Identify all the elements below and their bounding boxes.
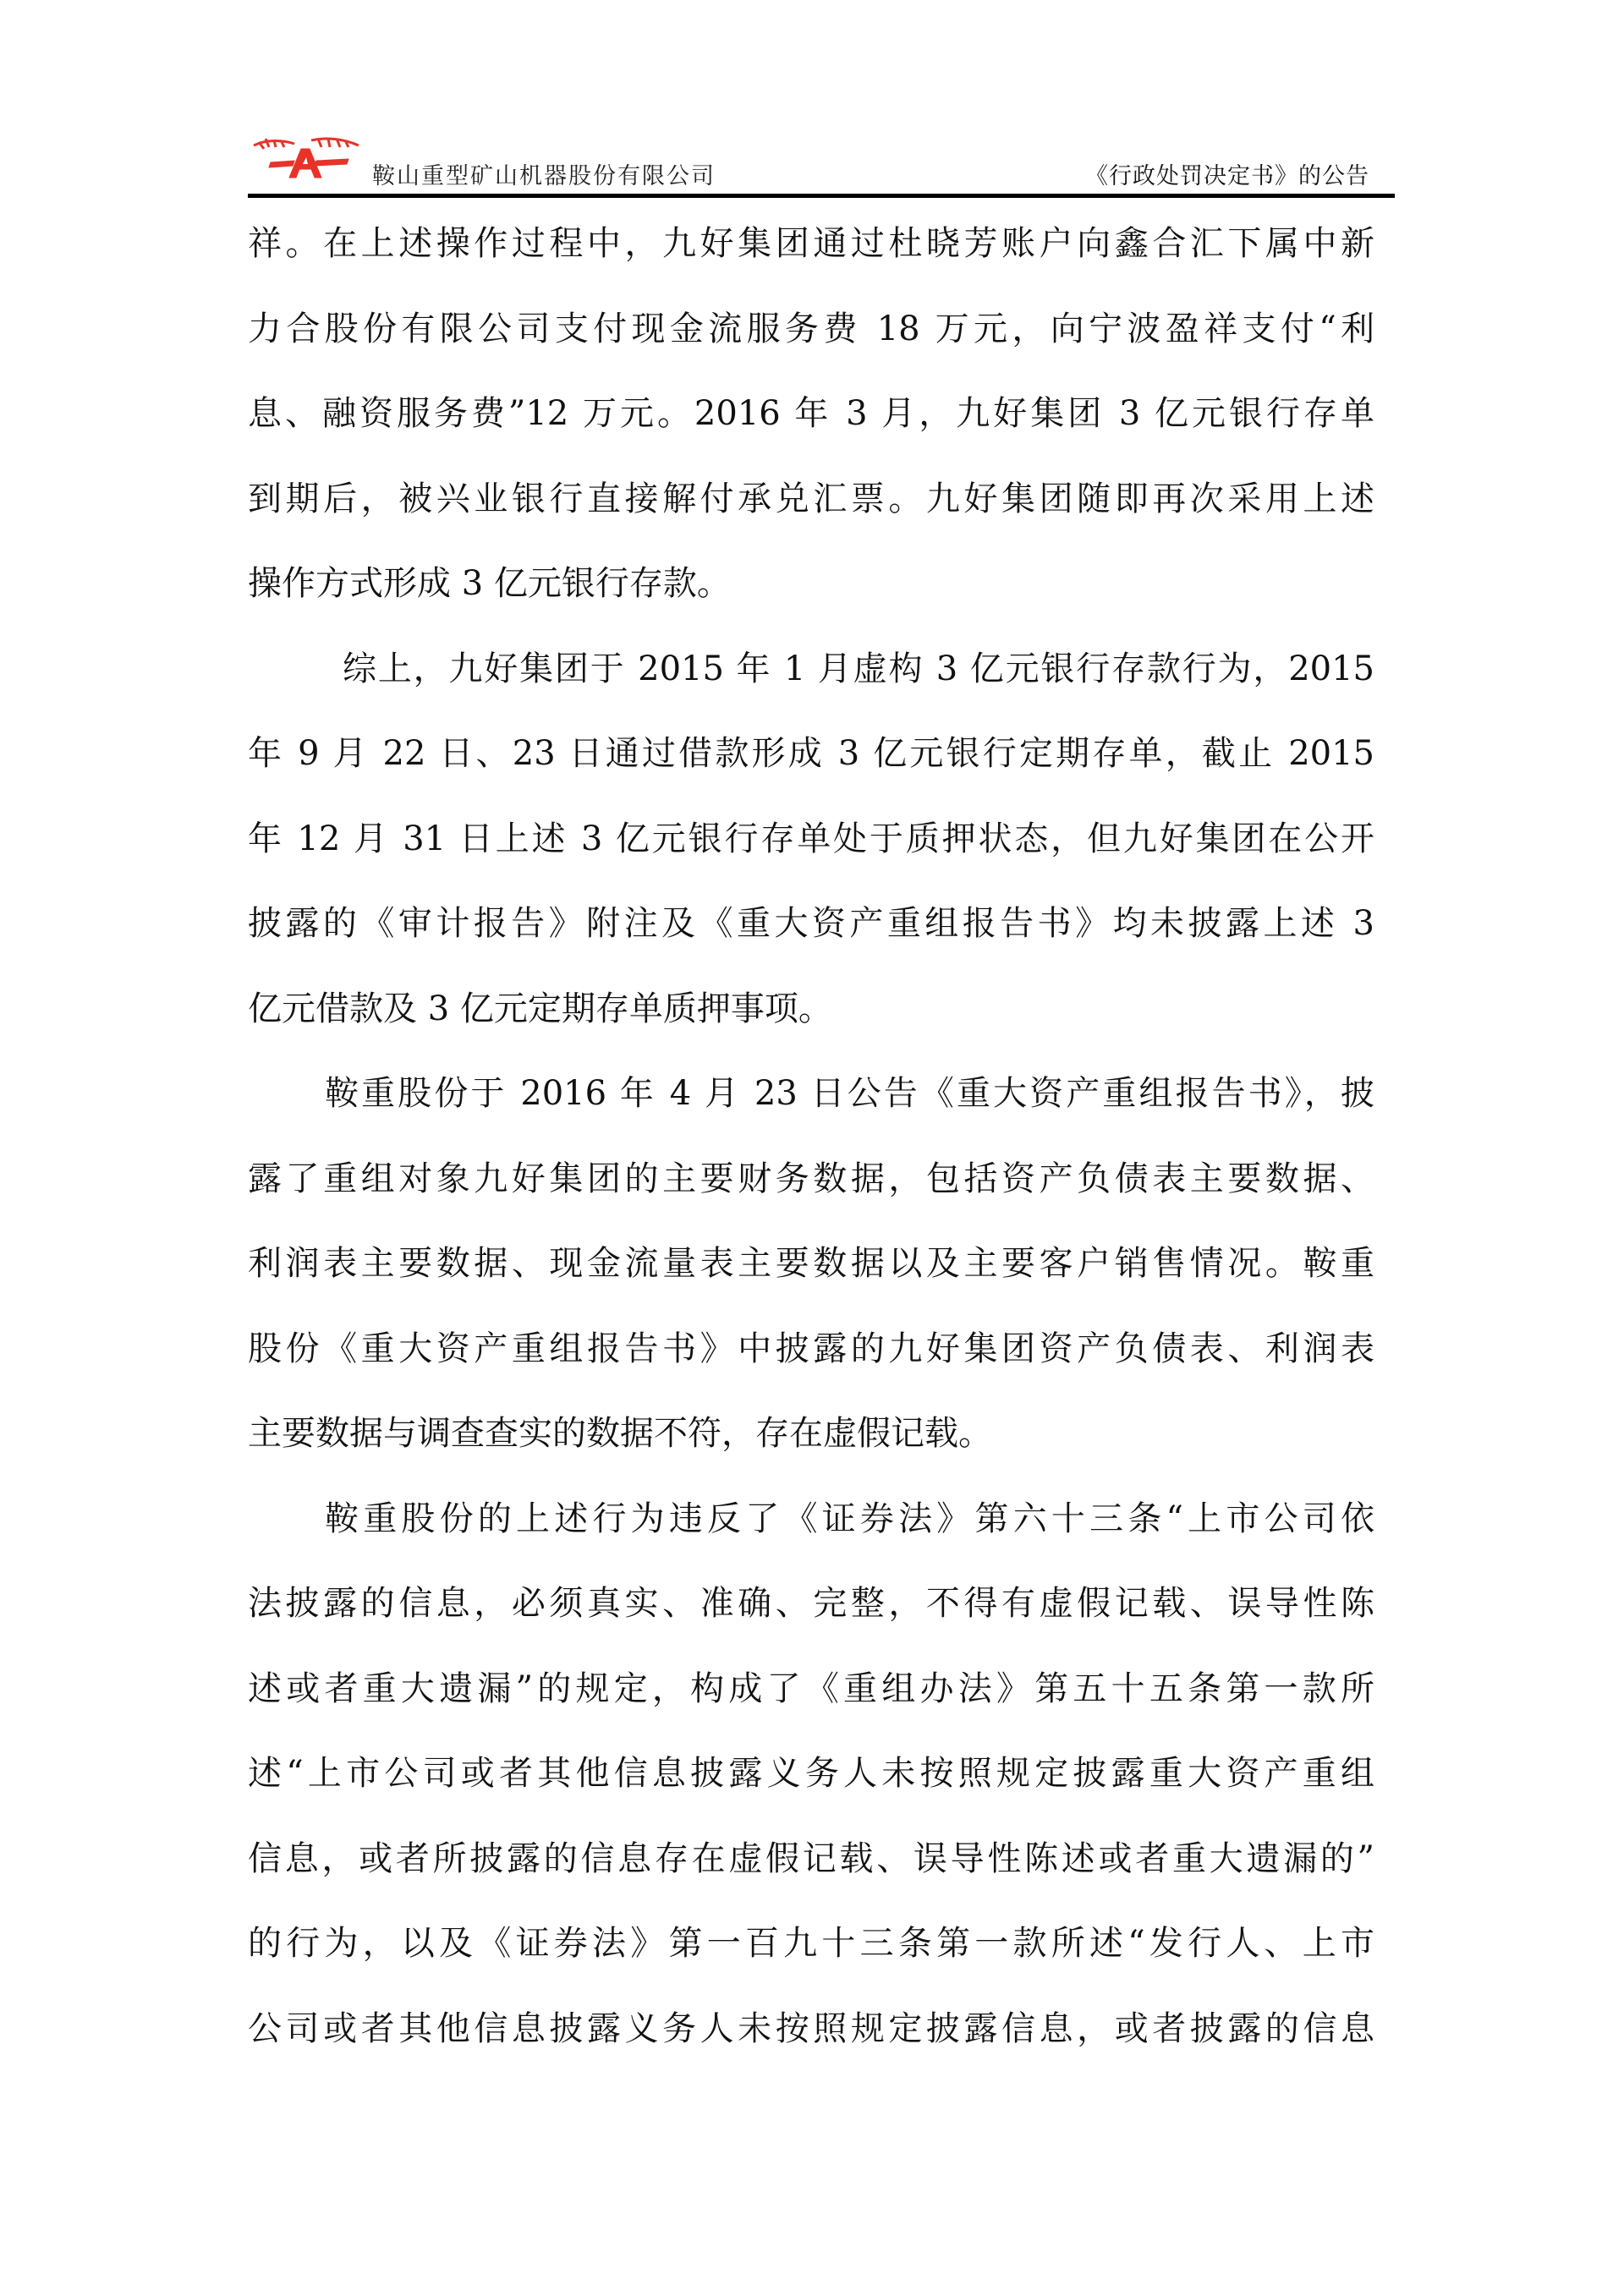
text-line: 综上，九好集团于 2015 年 1 月虚构 3 亿元银行存款行为，2015 xyxy=(343,649,1374,688)
company-logo-icon xyxy=(250,134,362,181)
text-line: 年 9 月 22 日、23 日通过借款形成 3 亿元银行定期存单，截止 2015 xyxy=(248,734,1374,773)
text-line: 公司或者其他信息披露义务人未按照规定披露信息，或者披露的信息 xyxy=(248,2008,1374,2048)
text-line: 述“上市公司或者其他信息披露义务人未按照规定披露重大资产重组 xyxy=(248,1754,1374,1793)
text-line: 息、融资服务费”12 万元。2016 年 3 月，九好集团 3 亿元银行存单 xyxy=(248,394,1374,433)
page-header xyxy=(0,0,1624,203)
text-line: 亿元借款及 3 亿元定期存单质押事项。 xyxy=(248,989,832,1028)
text-line: 信息，或者所披露的信息存在虚假记载、误导性陈述或者重大遗漏的” xyxy=(248,1838,1374,1878)
company-name: 鞍山重型矿山机器股份有限公司 xyxy=(372,163,716,189)
text-line: 祥。在上述操作过程中，九好集团通过杜晓芳账户向鑫合汇下属中新 xyxy=(248,224,1374,263)
text-line: 年 12 月 31 日上述 3 亿元银行存单处于质押状态，但九好集团在公开 xyxy=(248,819,1374,858)
text-line: 股份《重大资产重组报告书》中披露的九好集团资产负债表、利润表 xyxy=(248,1329,1374,1368)
text-line: 操作方式形成 3 亿元银行存款。 xyxy=(248,564,731,603)
text-line: 露了重组对象九好集团的主要财务数据，包括资产负债表主要数据、 xyxy=(248,1159,1374,1198)
text-line: 鞍重股份于 2016 年 4 月 23 日公告《重大资产重组报告书》，披 xyxy=(325,1074,1374,1113)
text-line: 利润表主要数据、现金流量表主要数据以及主要客户销售情况。鞍重 xyxy=(248,1244,1374,1283)
text-line: 述或者重大遗漏”的规定，构成了《重组办法》第五十五条第一款所 xyxy=(248,1669,1374,1708)
text-line: 法披露的信息，必须真实、准确、完整，不得有虚假记载、误导性陈 xyxy=(248,1584,1374,1623)
text-line: 到期后，被兴业银行直接解付承兑汇票。九好集团随即再次采用上述 xyxy=(248,479,1374,518)
text-line: 力合股份有限公司支付现金流服务费 18 万元，向宁波盈祥支付“利 xyxy=(248,309,1374,348)
header-divider xyxy=(248,194,1395,198)
text-line: 主要数据与调查查实的数据不符，存在虚假记载。 xyxy=(248,1414,992,1453)
document-title: 《行政处罚决定书》的公告 xyxy=(1085,163,1369,189)
text-line: 鞍重股份的上述行为违反了《证券法》第六十三条“上市公司依 xyxy=(325,1499,1374,1538)
text-line: 披露的《审计报告》附注及《重大资产重组报告书》均未披露上述 3 xyxy=(248,904,1374,943)
text-line: 的行为，以及《证券法》第一百九十三条第一款所述“发行人、上市 xyxy=(248,1924,1374,1963)
